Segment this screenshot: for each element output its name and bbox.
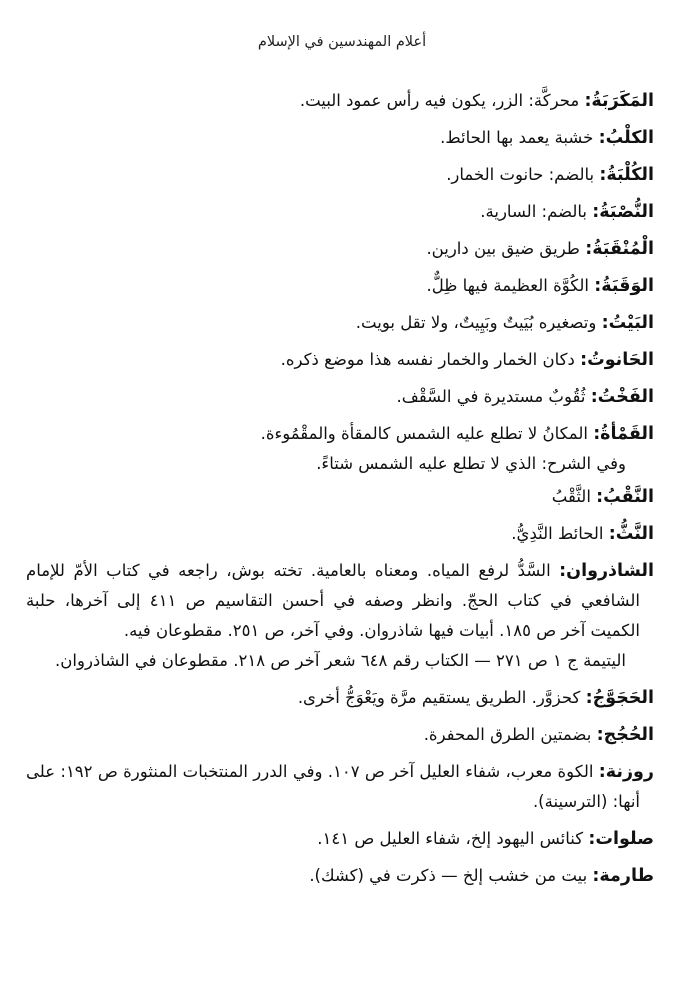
entry-term: البَيْتُ: xyxy=(601,313,654,333)
entry-definition: بالضم: حانوت الخمار. xyxy=(446,165,595,184)
entry-definition: كحزوَّر. الطريق يستقيم مرَّة ويَعْوَجُّ أخرى. xyxy=(297,688,581,707)
glossary-entry xyxy=(26,123,654,153)
glossary-entry xyxy=(26,556,654,676)
entry-definition: وتصغيره بُيَيتٌ وبَيِيتٌ، ولا تقل بويت. xyxy=(355,313,597,332)
entry-term: الحُجُج: xyxy=(596,725,654,745)
entry-term: الكلْبُ: xyxy=(598,128,654,148)
glossary-entry xyxy=(26,345,654,375)
entry-definition: ثُقُوبٌ مستديرة في السَّقْف. xyxy=(396,387,586,406)
running-header: أعلام المهندسين في الإسلام xyxy=(257,34,427,50)
glossary-entry xyxy=(26,197,654,227)
entry-definition: طريق ضيق بين دارين. xyxy=(426,239,580,258)
entry-definition: كنائس اليهود إلخ، شفاء العليل ص ١٤١. xyxy=(317,829,584,848)
glossary-entries xyxy=(26,86,654,898)
entry-definition: المكانُ لا تطلع عليه الشمس كالمقأة والمقْمُوءة. xyxy=(260,424,588,443)
glossary-entry xyxy=(26,160,654,190)
entry-term: النَّثُّ: xyxy=(608,524,654,544)
entry-definition: السَّدُّ لرفع المياه. ومعناه بالعامية. تخته بوش، راجعه في كتاب الأمّ للإمام الشافعي في كتاب الحجّ. وانظر وصفه في أحسن التقاسيم ص ٤١١ إلى آخرها، حلبة الكميت آخر ص ١٨٥. أبيات فيها شاذروان. وفي آخر، ص ٢٥١. مقطوعان فيه. xyxy=(26,561,640,640)
entry-definition: بالضم: السارية. xyxy=(480,202,588,221)
entry-term: النُّصْبَةُ: xyxy=(592,202,654,222)
glossary-entry xyxy=(26,419,654,479)
glossary-entry xyxy=(26,720,654,750)
entry-definition: بيت من خشب إلخ — ذكرت في (كشك). xyxy=(309,866,588,885)
glossary-entry xyxy=(26,757,654,817)
entry-continuation: اليتيمة ج ١ ص ٢٧١ — الكتاب رقم ٦٤٨ شعر آخر ص ٢١٨. مقطوعان في الشاذروان. xyxy=(55,651,626,670)
glossary-entry xyxy=(26,683,654,713)
entry-definition: دكان الخمار والخمار نفسه هذا موضع ذكره. xyxy=(280,350,575,369)
entry-term: النَّقْبُ: xyxy=(596,487,654,507)
glossary-entry xyxy=(26,482,654,512)
entry-term: المَكَرَبَةُ: xyxy=(584,91,654,111)
glossary-entry xyxy=(26,271,654,301)
entry-term: الحَانوتُ: xyxy=(580,350,654,370)
glossary-entry xyxy=(26,86,654,116)
glossary-entry xyxy=(26,824,654,854)
glossary-entry xyxy=(26,861,654,891)
entry-term: الشاذروان: xyxy=(559,561,654,581)
entry-definition: الثَّقْبُ xyxy=(551,487,591,506)
entry-term: القَمْأةُ: xyxy=(593,424,654,444)
entry-term: روزنة: xyxy=(598,762,654,782)
entry-term: صلوات: xyxy=(588,829,654,849)
entry-definition: الحائط النَّدِيُّ. xyxy=(511,524,604,543)
glossary-entry xyxy=(26,234,654,264)
glossary-entry xyxy=(26,519,654,549)
entry-term: طارمة: xyxy=(592,866,654,886)
glossary-entry xyxy=(26,382,654,412)
entry-definition: بضمتين الطرق المحفرة. xyxy=(423,725,592,744)
entry-term: الْمُنْقَبَةُ: xyxy=(585,239,654,259)
entry-term: الوَقَبَةُ: xyxy=(594,276,654,296)
entry-continuation: وفي الشرح: الذي لا تطلع عليه الشمس شتاءً. xyxy=(316,454,626,473)
entry-definition: خشبة يعمد بها الحائط. xyxy=(440,128,594,147)
entry-definition: الكُوَّة العظيمة فيها ظِلٌّ. xyxy=(426,276,589,295)
entry-definition: الكوة معرب، شفاء العليل آخر ص ١٠٧. وفي الدرر المنتخبات المنثورة ص ١٩٢: على أنها: (الترسينة). xyxy=(26,762,640,811)
entry-term: الكُلْبَةُ: xyxy=(599,165,654,185)
entry-term: الفَخْتُ: xyxy=(590,387,654,407)
entry-definition: محركَّة: الزر، يكون فيه رأس عمود البيت. xyxy=(299,91,580,110)
glossary-entry xyxy=(26,308,654,338)
entry-term: الحَجَوَّجُ: xyxy=(585,688,654,708)
